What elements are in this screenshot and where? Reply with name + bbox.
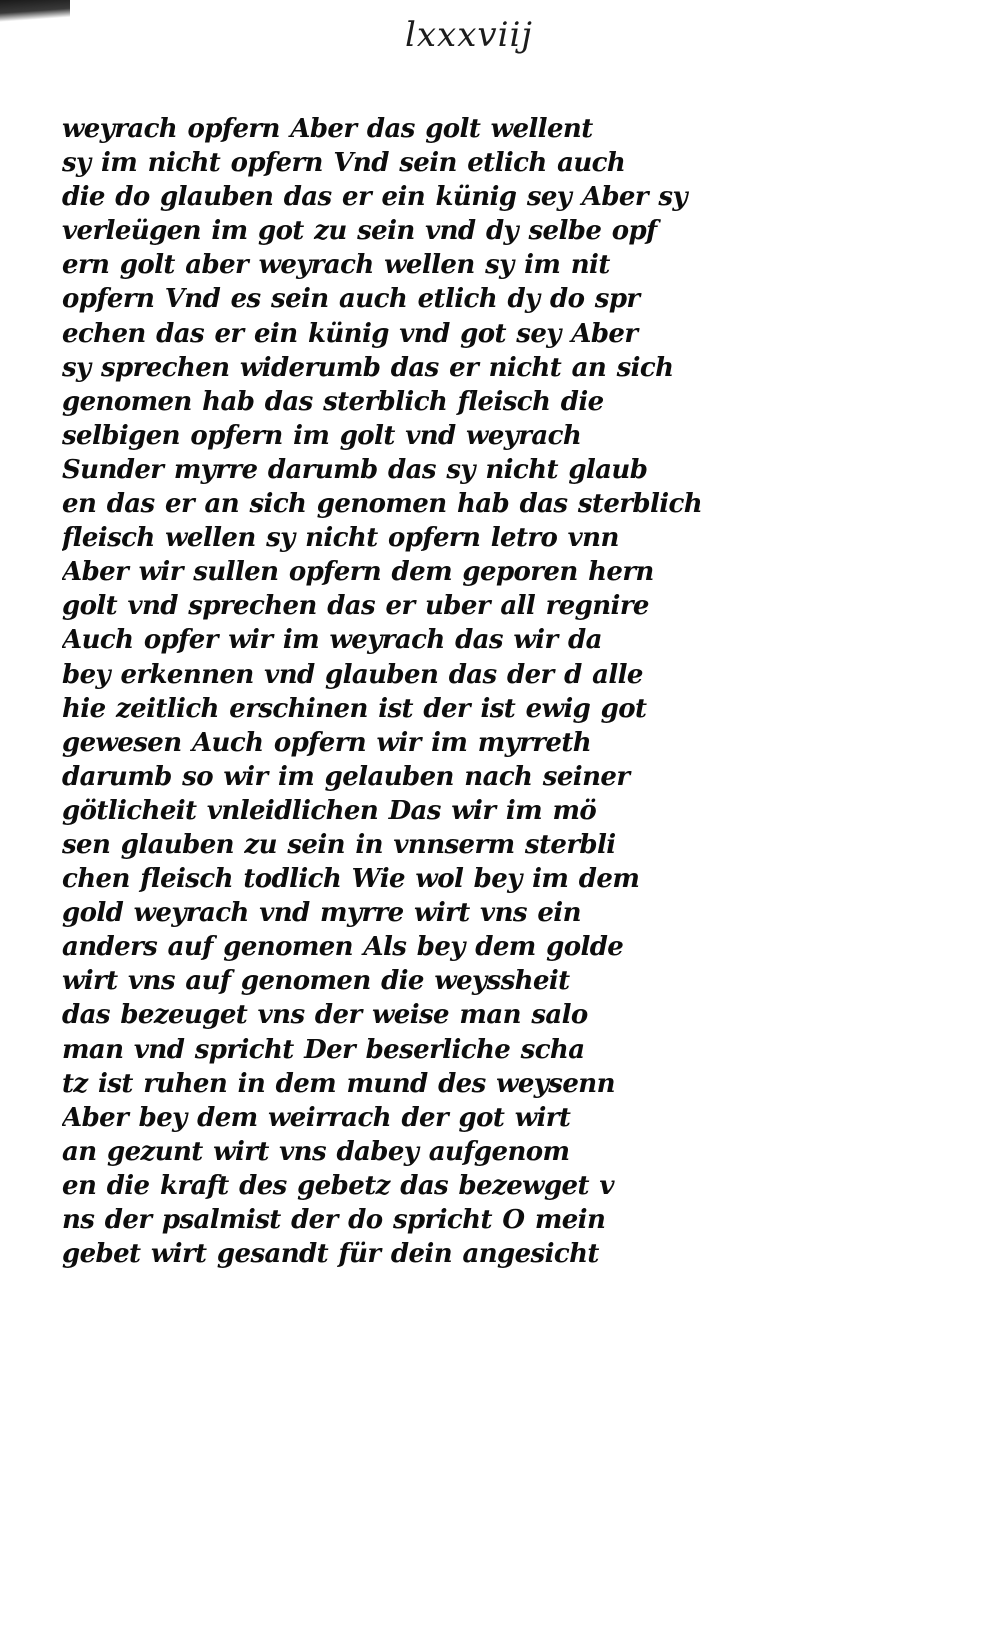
manuscript-line: sy im nicht opfern Vnd sein etlich auch <box>62 148 626 179</box>
manuscript-line: weyrach opfern Aber das golt wellent <box>62 114 593 144</box>
manuscript-line: fleisch wellen sy nicht opfern letro vnn <box>62 523 619 554</box>
manuscript-line: sen glauben zu sein in vnnserm sterbli <box>62 829 616 860</box>
manuscript-line: wirt vns auf genomen die weyssheit <box>62 966 570 997</box>
scan-edge-shadow <box>0 0 70 22</box>
manuscript-line: Sunder myrre darumb das sy nicht glaub <box>62 454 648 485</box>
manuscript-line: Aber wir sullen opfern dem geporen hern <box>62 557 654 588</box>
manuscript-line: en das er an sich genomen hab das sterblich <box>62 489 703 520</box>
manuscript-line: gewesen Auch opfern wir im myrreth <box>62 727 592 758</box>
manuscript-line: echen das er ein künig vnd got sey Aber <box>62 318 638 349</box>
manuscript-line: götlicheit vnleidlichen Das wir im mö <box>62 795 597 826</box>
manuscript-line: genomen hab das sterblich fleisch die <box>62 386 604 417</box>
manuscript-line: anders auf genomen Als bey dem golde <box>62 932 624 963</box>
manuscript-line: ns der psalmist der do spricht O mein <box>62 1205 606 1235</box>
manuscript-line: ern golt aber weyrach wellen sy im nit <box>62 250 610 281</box>
manuscript-line: selbigen opfern im golt vnd weyrach <box>62 420 582 451</box>
folio-number: lxxxviij <box>405 15 533 55</box>
manuscript-line: golt vnd sprechen das er uber all regnire <box>62 591 649 622</box>
manuscript-line: man vnd spricht Der beserliche scha <box>62 1034 585 1065</box>
manuscript-line: hie zeitlich erschinen ist der ist ewig got <box>62 693 647 724</box>
manuscript-line: die do glauben das er ein künig sey Aber sy <box>62 182 687 213</box>
manuscript-line: opfern Vnd es sein auch etlich dy do spr <box>62 284 640 315</box>
manuscript-text-block <box>62 112 822 1312</box>
manuscript-line: darumb so wir im gelauben nach seiner <box>62 761 630 792</box>
manuscript-line: chen fleisch todlich Wie wol bey im dem <box>62 864 640 895</box>
manuscript-line: bey erkennen vnd glauben das der d alle <box>62 659 643 690</box>
manuscript-line: sy sprechen widerumb das er nicht an sich <box>62 352 674 383</box>
manuscript-line: an gezunt wirt vns dabey aufgenom <box>62 1136 570 1167</box>
manuscript-line: tz ist ruhen in dem mund des weysenn <box>62 1068 615 1099</box>
manuscript-line: verleügen im got zu sein vnd dy selbe opf <box>62 216 657 247</box>
manuscript-line: en die kraft des gebetz das bezewget v <box>62 1170 614 1201</box>
manuscript-line: gold weyrach vnd myrre wirt vns ein <box>62 898 581 929</box>
manuscript-line: Auch opfer wir im weyrach das wir da <box>62 625 602 656</box>
manuscript-line: Aber bey dem weirrach der got wirt <box>62 1102 571 1133</box>
manuscript-line: gebet wirt gesandt für dein angesicht <box>62 1239 599 1270</box>
manuscript-line: das bezeuget vns der weise man salo <box>62 1000 588 1031</box>
